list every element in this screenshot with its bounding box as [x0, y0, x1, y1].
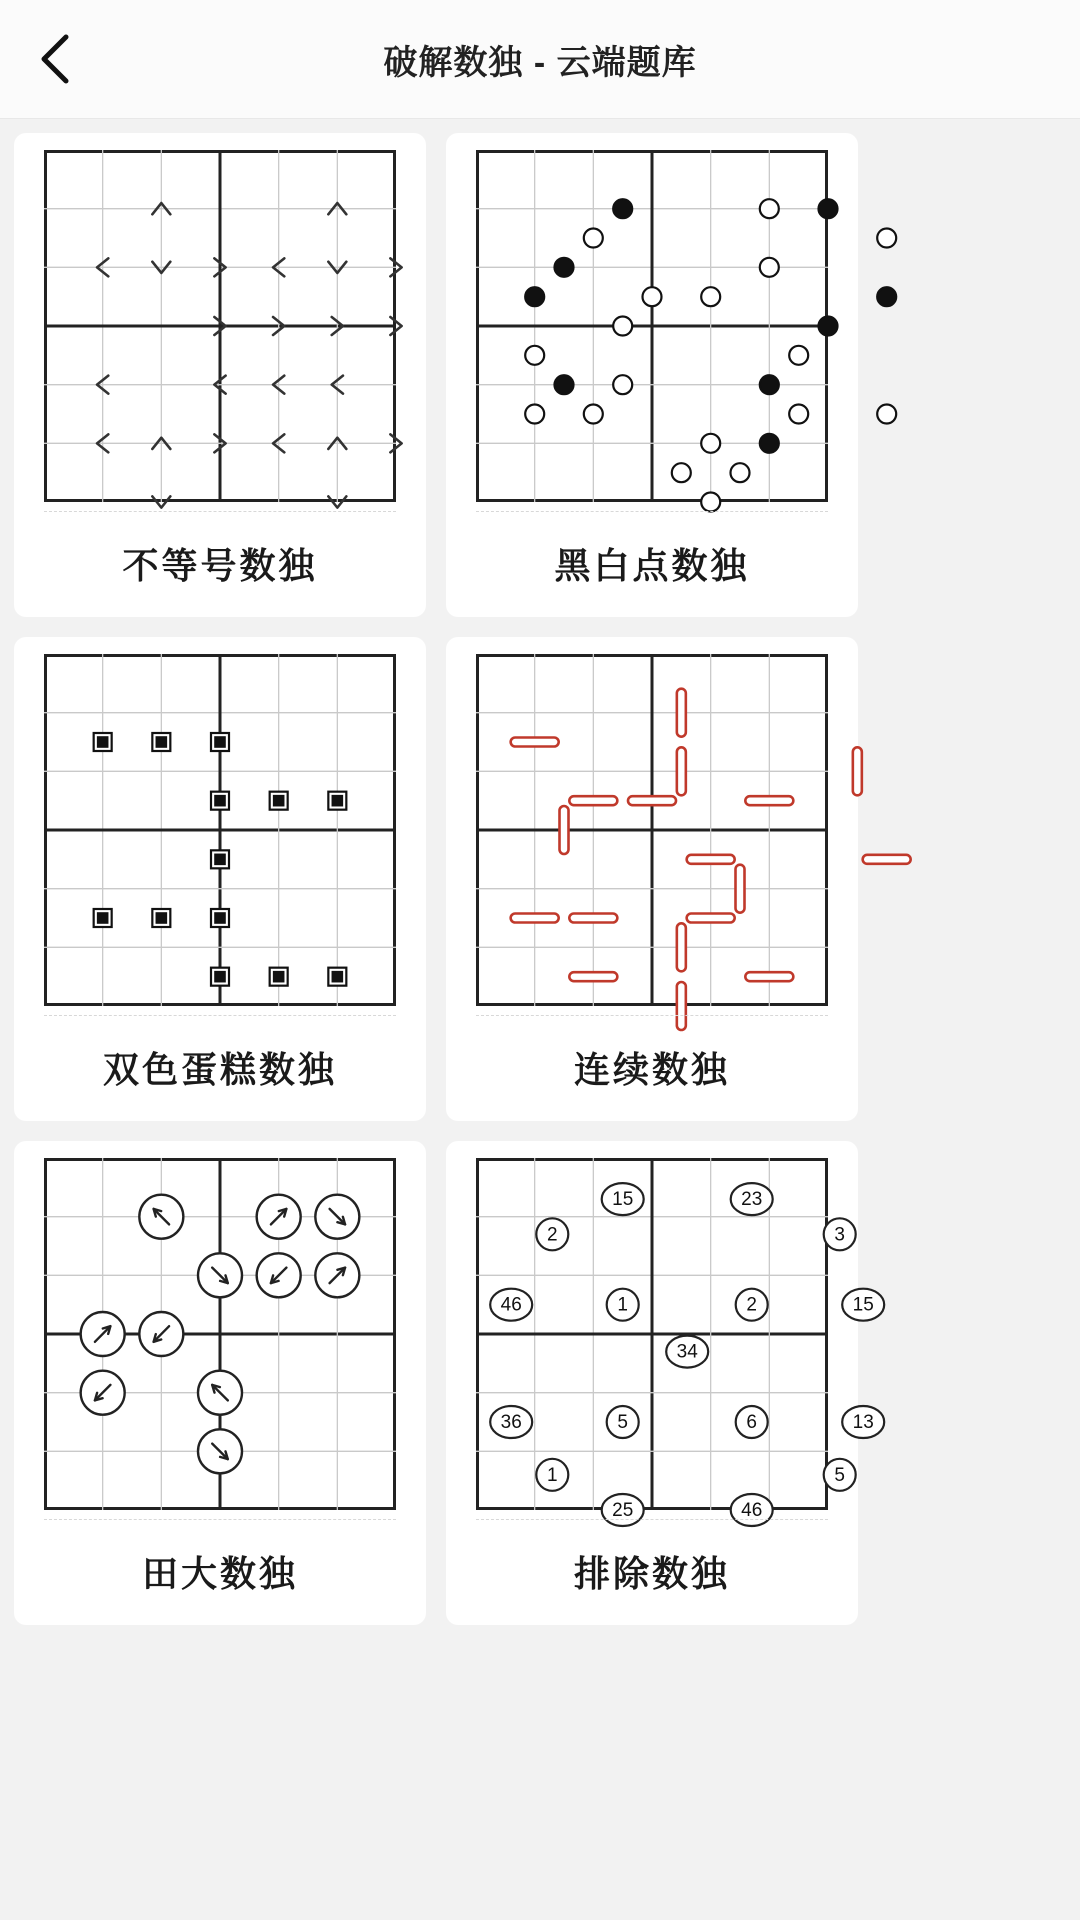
- puzzle-card[interactable]: [14, 133, 426, 617]
- puzzle-card-label: 黑白点数独: [554, 545, 750, 586]
- puzzle-thumbnail: [476, 147, 828, 505]
- svg-text:1: 1: [617, 1294, 628, 1316]
- svg-text:5: 5: [617, 1412, 628, 1433]
- svg-text:2: 2: [547, 1224, 558, 1246]
- puzzle-thumbnail: [476, 651, 828, 1009]
- svg-text:6: 6: [746, 1412, 757, 1433]
- cake-sudoku-thumbnail: [44, 654, 396, 1006]
- svg-text:46: 46: [741, 1500, 763, 1521]
- svg-text:36: 36: [500, 1412, 522, 1433]
- exclusion-sudoku-thumbnail: [476, 1158, 874, 1521]
- svg-text:46: 46: [500, 1294, 522, 1316]
- puzzle-card-label: 连续数独: [573, 1049, 730, 1090]
- arrow-sudoku-thumbnail: [44, 1158, 396, 1510]
- puzzle-card-grid: [0, 119, 1080, 1625]
- puzzle-thumbnail: [476, 1155, 874, 1521]
- svg-text:23: 23: [741, 1189, 763, 1211]
- svg-text:15: 15: [612, 1189, 634, 1211]
- puzzle-card[interactable]: [14, 1141, 426, 1625]
- puzzle-card-label: 排除数独: [573, 1553, 730, 1594]
- svg-text:34: 34: [676, 1341, 698, 1363]
- puzzle-card[interactable]: [446, 133, 858, 617]
- consecutive-sudoku-thumbnail: [476, 654, 828, 1006]
- svg-text:3: 3: [834, 1224, 845, 1246]
- puzzle-card-label: 不等号数独: [122, 545, 318, 586]
- svg-text:2: 2: [746, 1294, 757, 1316]
- svg-text:25: 25: [612, 1500, 634, 1521]
- puzzle-thumbnail: [44, 147, 396, 505]
- svg-text:1: 1: [547, 1464, 558, 1486]
- app-header: [0, 0, 1080, 119]
- inequality-sudoku-thumbnail: [44, 150, 396, 502]
- puzzle-card-label: 双色蛋糕数独: [102, 1049, 337, 1090]
- puzzle-card-label: 田大数独: [141, 1553, 298, 1594]
- puzzle-thumbnail: [44, 1155, 396, 1513]
- page-title: 破解数独 - 云端题库: [383, 43, 697, 82]
- kropki-sudoku-thumbnail: [476, 150, 828, 502]
- svg-text:13: 13: [852, 1412, 874, 1433]
- chevron-left-icon: [36, 32, 76, 86]
- puzzle-card[interactable]: [446, 637, 858, 1121]
- svg-text:15: 15: [852, 1294, 874, 1316]
- svg-text:5: 5: [834, 1464, 845, 1486]
- puzzle-card[interactable]: [446, 1141, 874, 1625]
- puzzle-thumbnail: [44, 651, 396, 1009]
- back-button[interactable]: [26, 29, 86, 89]
- puzzle-card[interactable]: [14, 637, 426, 1121]
